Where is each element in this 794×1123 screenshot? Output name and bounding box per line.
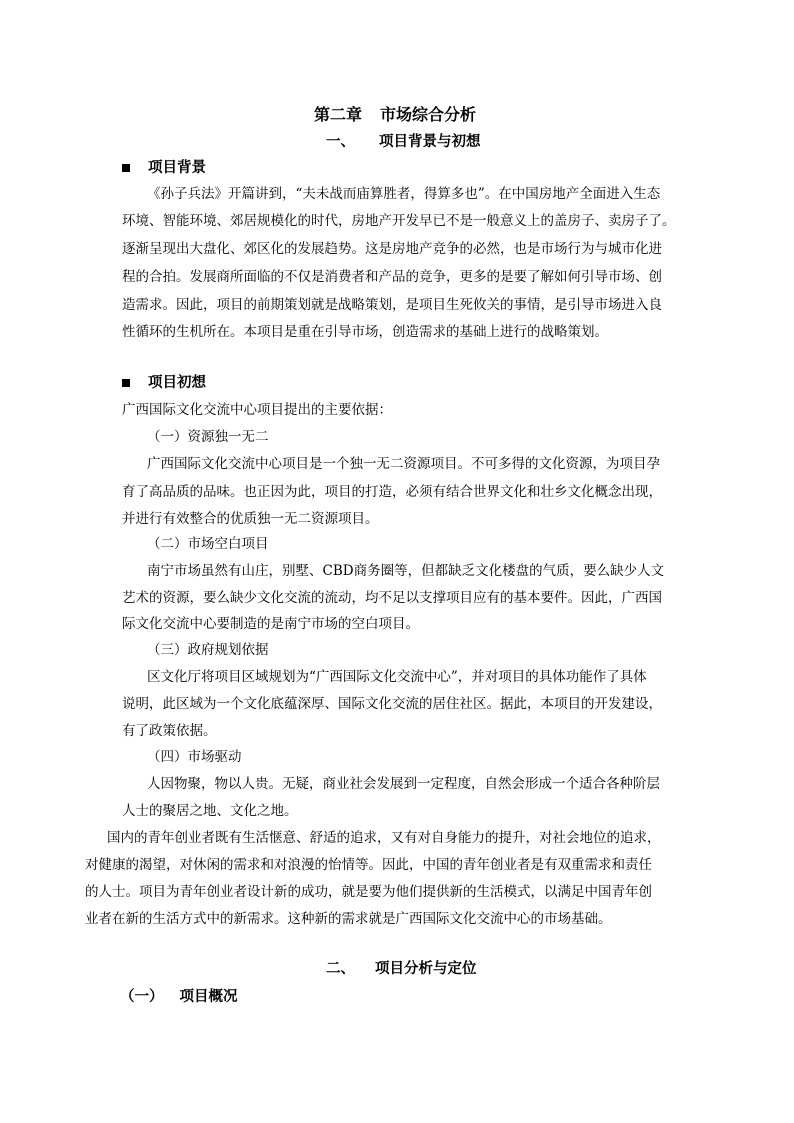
- idea-intro: 广西国际文化交流中心项目提出的主要依据：: [122, 402, 392, 418]
- sub4-line: 人因物聚，物以人贵。无疑，商业社会发展到一定程度，自然会形成一个适合各种阶层: [147, 776, 660, 792]
- sub2-line: 艺术的资源，要么缺少文化交流的流动，均不足以支撑项目应有的基本要件。因此，广西国: [122, 590, 662, 606]
- sub3-line: 区文化厅将项目区域规划为“广西国际文化交流中心”，并对项目的具体功能作了具体: [147, 669, 647, 685]
- background-heading: [122, 156, 206, 177]
- sub3-line: 有了政策依据。: [122, 723, 217, 739]
- idea-heading-text: 项目初想: [148, 374, 206, 391]
- sub4-line: 人士的聚居之地、文化之地。: [122, 803, 298, 819]
- section2-heading: [326, 957, 477, 978]
- closing-line: 对健康的渴望，对休闲的需求和对浪漫的怡情等。因此，中国的青年创业者是有双重需求和责任: [85, 857, 652, 873]
- overview-number: （一）: [120, 988, 164, 1005]
- background-line: 造需求。因此，项目的前期策划就是战略策划，是项目生死攸关的事情，是引导市场进入良: [122, 297, 662, 313]
- background-line: 性循环的生机所在。本项目是重在引导市场，创造需求的基础上进行的战略策划。: [122, 324, 608, 340]
- section1-title: 项目背景与初想: [379, 133, 481, 150]
- sub2-title: （二）市场空白项目: [147, 536, 269, 552]
- sub3-line: 说明，此区域为一个文化底蕴深厚、国际文化交流的居住社区。据此，本项目的开发建设，: [122, 696, 662, 712]
- sub1-line: 并进行有效整合的优质独一无二资源项目。: [122, 511, 379, 527]
- sub2-line: 南宁市场虽然有山庄，别墅、CBD商务圈等，但都缺乏文化楼盘的气质，要么缺少人文: [147, 563, 665, 579]
- closing-line: 国内的青年创业者既有生活惬意、舒适的追求，又有对自身能力的提升，对社会地位的追求，: [107, 830, 661, 846]
- background-line: 环境、智能环境、郊居规模化的时代，房地产开发早已不是一般意义上的盖房子、卖房子了。: [122, 213, 676, 229]
- background-line: 程的合拍。发展商所面临的不仅是消费者和产品的竞争，更多的是要了解如何引导市场、创: [122, 269, 662, 285]
- section1-heading: [326, 130, 481, 151]
- background-line: 《孙子兵法》开篇讲到，“夫未战而庙算胜者，得算多也”。在中国房地产全面进入生态: [147, 186, 661, 202]
- overview-heading: [120, 985, 238, 1006]
- chapter-label: 第二章: [314, 105, 363, 124]
- section2-title: 项目分析与定位: [375, 960, 477, 977]
- section2-number: 二、: [326, 960, 355, 977]
- sub1-line: 广西国际文化交流中心项目是一个独一无二资源项目。不可多得的文化资源，为项目孕: [147, 456, 660, 472]
- section1-number: 一、: [326, 133, 355, 150]
- closing-line: 业者在新的生活方式中的新需求。这种新的需求就是广西国际文化交流中心的市场基础。: [85, 911, 612, 927]
- idea-heading: [122, 371, 206, 392]
- sub1-line: 育了高品质的品味。也正因为此，项目的打造，必须有结合世界文化和壮乡文化概念出现，: [122, 484, 662, 500]
- sub3-title: （三）政府规划依据: [147, 642, 269, 658]
- overview-title: 项目概况: [179, 988, 238, 1005]
- chapter-title: [314, 102, 476, 125]
- sub2-line: 际文化交流中心要制造的是南宁市场的空白项目。: [122, 616, 419, 632]
- chapter-name: 市场综合分析: [380, 105, 477, 124]
- background-line: 逐渐呈现出大盘化、郊区化的发展趋势。这是房地产竞争的必然，也是市场行为与城市化进: [122, 241, 662, 257]
- square-bullet-icon: [122, 379, 130, 387]
- sub1-title: （一）资源独一无二: [147, 429, 269, 445]
- square-bullet-icon: [122, 164, 130, 172]
- background-heading-text: 项目背景: [148, 159, 206, 176]
- sub4-title: （四）市场驱动: [147, 749, 242, 765]
- closing-line: 的人士。项目为青年创业者设计新的成功，就是要为他们提供新的生活模式，以满足中国青年创: [85, 884, 652, 900]
